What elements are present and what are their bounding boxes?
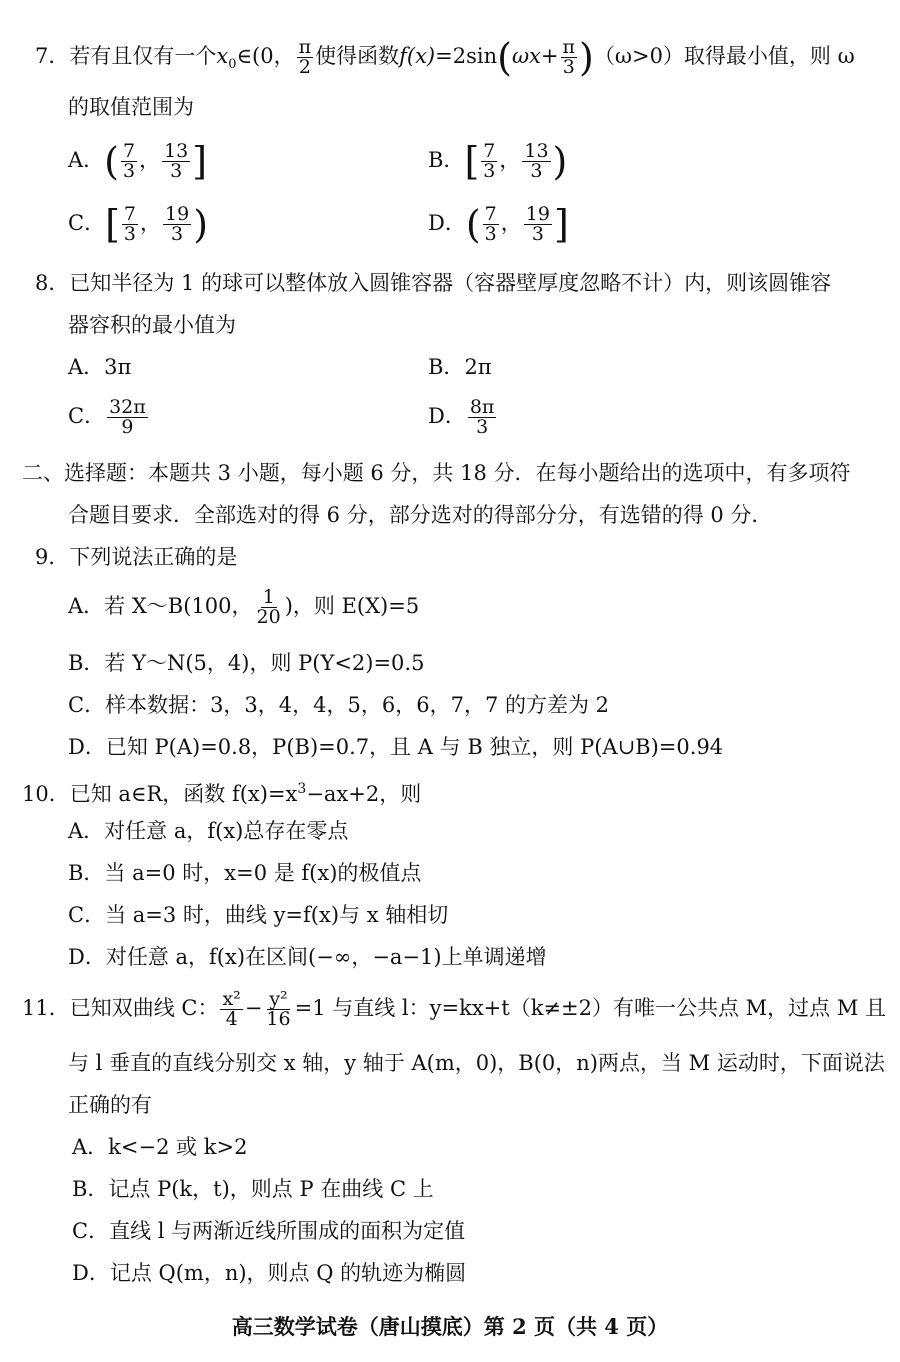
q7-option-b-frac2: [522, 142, 550, 181]
q7-omega-x: ωx: [511, 44, 541, 68]
frac-num: 13: [524, 140, 549, 162]
q7-option-a-frac1: [121, 142, 137, 181]
q9-option-a-frac: [255, 588, 283, 627]
q7-option-d: [428, 202, 569, 247]
frac-num: 8π: [469, 396, 495, 418]
q8-option-d-label: D．: [428, 404, 466, 428]
q9-option-c-text: C．样本数据：3，3，4，4，5，6，6，7，7 的方差为 2: [68, 693, 610, 717]
q11-stem-text-4: 正确的有: [68, 1093, 152, 1117]
q7-paren-open: (: [497, 35, 512, 80]
q9-option-a-text-2: )，则 E(X)=5: [284, 594, 420, 618]
q11-option-d-text: D．记点 Q(m，n)，则点 Q 的轨迹为椭圆: [72, 1261, 467, 1285]
frac-num: 7: [123, 203, 136, 225]
q11-frac-x: [220, 990, 242, 1029]
frac-num: y²: [269, 988, 288, 1010]
q8-options-row2: [0, 398, 900, 444]
frac-den: 3: [484, 223, 497, 245]
q8-stem-text-2: 器容积的最小值为: [68, 313, 236, 337]
frac-num: 1: [262, 586, 275, 608]
q7-option-c-lbracket: [: [105, 202, 120, 247]
q10-option-d-text: D．对任意 a，f(x)在区间(−∞，−a−1)上单调递增: [68, 945, 547, 969]
q8-option-a-label: A．: [68, 355, 105, 379]
q11-stem-text: 11．已知双曲线 C：: [22, 996, 219, 1020]
q11-option-b-text: B．记点 P(k，t)，则点 P 在曲线 C 上: [72, 1177, 434, 1201]
q7-option-b-sep: ，: [499, 148, 521, 172]
q10-stem-text: 10．已知 a∈R，函数 f(x)=x: [22, 782, 298, 806]
q7-option-b-lbracket: [: [464, 139, 480, 184]
q7-option-c: [68, 202, 209, 247]
q8-option-b: [428, 352, 492, 382]
q7-2sin: =2sin: [435, 44, 498, 68]
q7-option-c-frac1: [122, 205, 138, 244]
q7-option-c-sep: ，: [140, 211, 161, 235]
q11-stem-text-2: =1 与直线 l：y=kx+t（k≠±2）有唯一公共点 M，过点 M 且: [294, 996, 887, 1020]
q7-stem-text-2: 使得函数: [315, 44, 400, 68]
q7-interval-open: (0，: [252, 44, 295, 68]
q10-option-b-text: B．当 a=0 时，x=0 是 f(x)的极值点: [68, 861, 422, 885]
q7-option-a-frac2: [162, 142, 190, 181]
q7-element-of: ∈: [236, 44, 253, 68]
frac-den: 3: [171, 223, 184, 245]
q7-option-b-frac1: [481, 142, 497, 181]
q8-option-b-value: 2π: [464, 355, 492, 379]
q7-options-row2: [0, 202, 900, 249]
frac-num: 7: [484, 203, 497, 225]
q7-option-c-frac2: [163, 205, 191, 244]
frac-den: 16: [266, 1008, 291, 1030]
section2-text: 二、选择题：本题共 3 小题，每小题 6 分，共 18 分．在每小题给出的选项中，有多项符: [22, 461, 851, 485]
q7-stem-text-4: 的取值范围为: [68, 95, 194, 119]
q7-option-d-rbracket: ]: [553, 202, 569, 247]
frac-den: 9: [121, 416, 134, 438]
q7-option-c-rbracket: ): [193, 202, 209, 247]
section2-text-2: 合题目要求．全部选对的得 6 分，部分选对的得部分分，有选错的得 0 分．: [68, 503, 773, 527]
q7-paren-close: ): [579, 35, 594, 80]
q8-option-d: [428, 398, 498, 437]
q7-option-d-frac1: [483, 205, 499, 244]
q7-option-b-label: B．: [428, 148, 465, 172]
q8-option-a-value: 3π: [104, 355, 132, 379]
q8-option-b-label: B．: [428, 355, 465, 379]
q7-option-a-sep: ，: [139, 148, 161, 172]
q7-x0-subscript: 0: [228, 57, 237, 73]
q9-option-b-text: B．若 Y～N(5，4)，则 P(Y<2)=0.5: [68, 651, 425, 675]
q7-option-a-lbracket: (: [104, 139, 119, 184]
frac-den: 3: [531, 223, 544, 245]
q10-stem-text-2: −ax+2，则: [306, 782, 422, 806]
q8-option-c: [68, 398, 150, 437]
frac-num: 32π: [109, 396, 146, 418]
q10-option-c-text: C．当 a=3 时，曲线 y=f(x)与 x 轴相切: [68, 903, 449, 927]
q7-option-d-label: D．: [428, 211, 466, 235]
q7-stem-text-3: （ω>0）取得最小值，则 ω: [593, 44, 855, 68]
frac-den: 3: [476, 416, 489, 438]
q8-option-d-frac: [468, 398, 497, 437]
q7-x0: x: [216, 44, 229, 68]
frac-den: 3: [170, 160, 183, 182]
q7-two: 2: [298, 56, 311, 78]
q7-option-a-rbracket: ]: [192, 139, 208, 184]
q11-minus: −: [244, 996, 263, 1020]
frac-num: 19: [165, 203, 190, 225]
frac-den: 3: [483, 160, 496, 182]
frac-den: 4: [225, 1008, 238, 1030]
q7-pi-2: π: [562, 36, 576, 58]
q11-stem-line1: [0, 990, 900, 1036]
q9-option-a: [0, 588, 900, 634]
footer-text: 高三数学试卷（唐山摸底）第 2 页（共 4 页）: [231, 1314, 669, 1339]
frac-den: 3: [530, 160, 543, 182]
q8-option-c-frac: [107, 398, 148, 437]
q10-option-a-text: A．对任意 a，f(x)总存在零点: [68, 819, 349, 843]
q8-option-a: [68, 352, 131, 382]
q7-pi: π: [298, 36, 312, 58]
frac-num: 7: [123, 140, 136, 162]
frac-den: 3: [123, 223, 136, 245]
q7-fx: f(x): [399, 44, 436, 68]
q7-option-a: [68, 139, 208, 184]
q9-option-a-text: A．若 X～B: [68, 594, 184, 618]
q7-options-row1: [0, 139, 900, 186]
q9-stem-text: 9．下列说法正确的是: [35, 545, 238, 569]
q8-stem-text: 8．已知半径为 1 的球可以整体放入圆锥容器（容器壁厚度忽略不计）内，则该圆锥容: [35, 271, 832, 295]
q11-option-a-text: A．k<−2 或 k>2: [72, 1135, 248, 1159]
q9-option-a-param: (100，: [183, 594, 253, 618]
q7-option-a-label: A．: [68, 148, 105, 172]
q7-pi-over-3: [561, 38, 578, 77]
q11-option-c-text: C．直线 l 与两渐近线所围成的面积为定值: [72, 1219, 466, 1243]
q7-option-d-frac2: [524, 205, 552, 244]
frac-den: 3: [123, 160, 136, 182]
frac-num: 7: [483, 140, 496, 162]
q7-option-b: [428, 139, 568, 184]
q11-stem-text-3: 与 l 垂直的直线分别交 x 轴，y 轴于 A(m，0)，B(0，n)两点，当 M 运动时，下面说法: [68, 1051, 885, 1075]
q7-pi-over-2: [297, 38, 314, 77]
frac-num: x²: [222, 988, 241, 1010]
q7-option-d-sep: ，: [500, 211, 522, 235]
q7-plus: +: [540, 44, 559, 68]
q10-exponent: 3: [297, 781, 307, 797]
q7-stem-text: 7．若有且仅有一个: [35, 44, 217, 68]
q11-frac-y: [264, 990, 292, 1029]
frac-num: 19: [525, 203, 550, 225]
q7-three: 3: [562, 56, 575, 78]
q7-option-d-lbracket: (: [465, 202, 481, 247]
q8-option-c-label: C．: [68, 404, 106, 428]
q7-option-b-rbracket: ): [552, 139, 568, 184]
q7-option-c-label: C．: [68, 211, 106, 235]
frac-den: 20: [256, 606, 281, 628]
q9-option-d-text: D．已知 P(A)=0.8，P(B)=0.7，且 A 与 B 独立，则 P(A∪B)=0.94: [68, 735, 724, 759]
frac-num: 13: [164, 140, 189, 162]
page-footer: [0, 1312, 900, 1342]
